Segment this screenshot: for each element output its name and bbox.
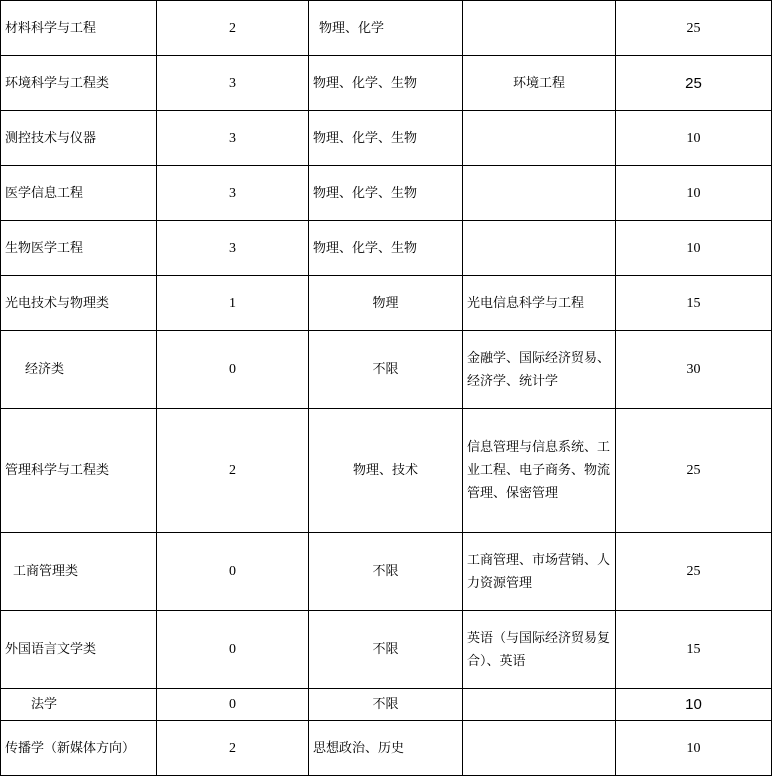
count-cell: 1 [157,276,309,331]
count-cell: 0 [157,533,309,611]
table-row [1,721,772,776]
score-cell: 10 [616,166,772,221]
subjects-cell: 物理 [309,276,463,331]
major-cell: 测控技术与仪器 [1,111,157,166]
count-cell: 2 [157,1,309,56]
subjects-cell: 物理、化学、生物 [309,111,463,166]
major-cell: 环境科学与工程类 [1,56,157,111]
score-cell: 10 [616,689,772,721]
score-cell: 10 [616,721,772,776]
related-major-cell [463,689,616,721]
major-cell: 医学信息工程 [1,166,157,221]
table-row [1,1,772,56]
related-major-cell: 光电信息科学与工程 [463,276,616,331]
major-cell: 工商管理类 [1,533,157,611]
table-row [1,409,772,533]
subjects-cell: 不限 [309,689,463,721]
count-cell: 2 [157,721,309,776]
major-cell: 生物医学工程 [1,221,157,276]
subjects-cell: 物理、技术 [309,409,463,533]
related-major-cell [463,166,616,221]
table-row [1,611,772,689]
score-cell: 30 [616,331,772,409]
table-row [1,533,772,611]
score-cell: 25 [616,409,772,533]
score-cell: 15 [616,276,772,331]
subjects-cell: 物理、化学、生物 [309,221,463,276]
major-cell: 材料科学与工程 [1,1,157,56]
count-cell: 3 [157,56,309,111]
related-major-cell: 工商管理、市场营销、人力资源管理 [463,533,616,611]
count-cell: 3 [157,111,309,166]
related-major-cell [463,221,616,276]
count-cell: 3 [157,221,309,276]
count-cell: 2 [157,409,309,533]
major-cell: 法学 [1,689,157,721]
subjects-cell: 不限 [309,533,463,611]
score-cell: 25 [616,533,772,611]
major-cell: 传播学（新媒体方向） [1,721,157,776]
subjects-cell: 思想政治、历史 [309,721,463,776]
subjects-cell: 不限 [309,331,463,409]
subjects-cell: 物理、化学、生物 [309,56,463,111]
table-row [1,56,772,111]
table-row [1,276,772,331]
count-cell: 3 [157,166,309,221]
related-major-cell: 环境工程 [463,56,616,111]
major-cell: 光电技术与物理类 [1,276,157,331]
related-major-cell [463,111,616,166]
score-cell: 25 [616,1,772,56]
subjects-cell: 物理、化学 [309,1,463,56]
table-row [1,166,772,221]
count-cell: 0 [157,331,309,409]
score-cell: 10 [616,221,772,276]
subjects-cell: 物理、化学、生物 [309,166,463,221]
related-major-cell: 金融学、国际经济贸易、经济学、统计学 [463,331,616,409]
related-major-cell: 英语（与国际经济贸易复合）、英语 [463,611,616,689]
related-major-cell [463,721,616,776]
table-row [1,689,772,721]
related-major-cell: 信息管理与信息系统、工业工程、电子商务、物流管理、保密管理 [463,409,616,533]
subjects-cell: 不限 [309,611,463,689]
table-row [1,221,772,276]
table-row [1,111,772,166]
major-cell: 经济类 [1,331,157,409]
count-cell: 0 [157,689,309,721]
score-cell: 25 [616,56,772,111]
count-cell: 0 [157,611,309,689]
major-cell: 管理科学与工程类 [1,409,157,533]
table-row [1,331,772,409]
major-cell: 外国语言文学类 [1,611,157,689]
score-cell: 15 [616,611,772,689]
score-cell: 10 [616,111,772,166]
related-major-cell [463,1,616,56]
